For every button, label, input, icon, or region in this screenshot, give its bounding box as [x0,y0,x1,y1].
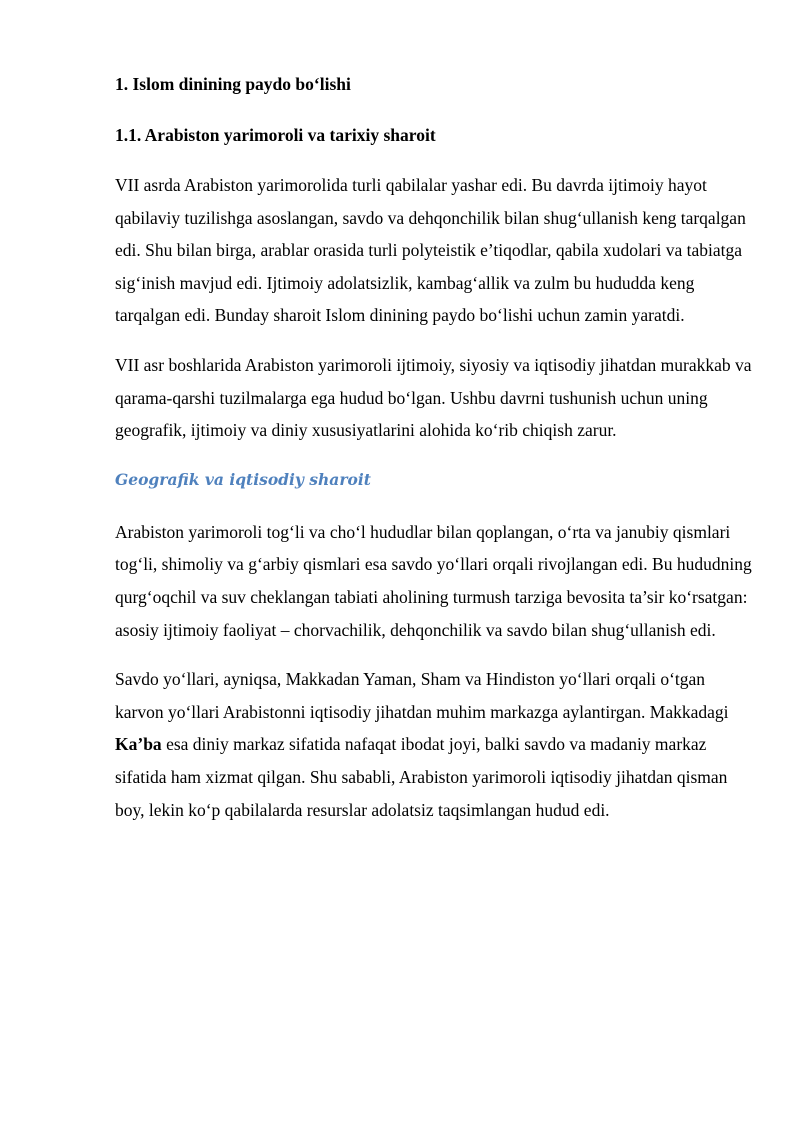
document-page [115,68,755,843]
paragraph-3: Arabiston yarimoroli tog‘li va cho‘l hududlar bilan qoplangan, o‘rta va janubiy qismlari tog‘li, shimoliy va g‘arbiy qismlari esa savdo yo‘llari orqali rivojlangan edi. Bu hududning qurg‘oqchil va suv cheklangan tabiati aholining turmush tarziga bevosita ta’sir ko‘rsatgan: asosiy ijtimoiy faoliyat – chorvachilik, dehqonchilik va savdo bilan shug‘ullanish edi. [115,521,752,640]
paragraph-2: VII asr boshlarida Arabiston yarimoroli ijtimoiy, siyosiy va iqtisodiy jihatdan murakkab va qarama-qarshi tuzilmalarga ega hudud bo‘lgan. Ushbu davrni tushunish uchun uning geografik, ijtimoiy va diniy xususiyatlarini alohida ko‘rib chiqish zarur. [115,354,752,441]
paragraph-1: VII asrda Arabiston yarimorolida turli qabilalar yashar edi. Bu davrda ijtimoiy hayot qabilaviy tuzilishga asoslangan, savdo va dehqonchilik bilan shug‘ullanish keng tarqalgan edi. Shu bilan birga, arablar orasida turli polyteistik e’tiqodlar, qabila xudolari va tabiatga sig‘inish mavjud edi. Ijtimoiy adolatsizlik, kambag‘allik va zulm bu hududda keng tarqalgan edi. Bunday sharoit Islom dinining paydo bo‘lishi uchun zamin yaratdi. [115,175,746,326]
paragraph-4-text-end: esa diniy markaz sifatida nafaqat ibodat joyi, balki savdo va madaniy markaz sifatida ham xizmat qilgan. Shu sababli, Arabiston yarimoroli iqtisodiy jihatdan qisman boy, lekin ko‘p qabilalarda resurslar adolatsiz taqsimlangan hudud edi. [115,734,728,820]
kaaba-bold-term: Ka’ba [115,734,162,755]
paragraph-4-text-start: Savdo yo‘llari, ayniqsa, Makkadan Yaman, Sham va Hindiston yo‘llari orqali o‘tgan karvon yo‘llari Arabistonni iqtisodiy jihatdan muhim markazga aylantirgan. Makkadagi [115,669,729,722]
subsection-heading: Geografik va iqtisodiy sharoit [115,469,371,489]
section-heading: 1.1. Arabiston yarimoroli va tarixiy sharoit [115,125,436,145]
paragraph-4 [115,663,755,826]
chapter-heading: 1. Islom dinining paydo bo‘lishi [115,74,351,94]
